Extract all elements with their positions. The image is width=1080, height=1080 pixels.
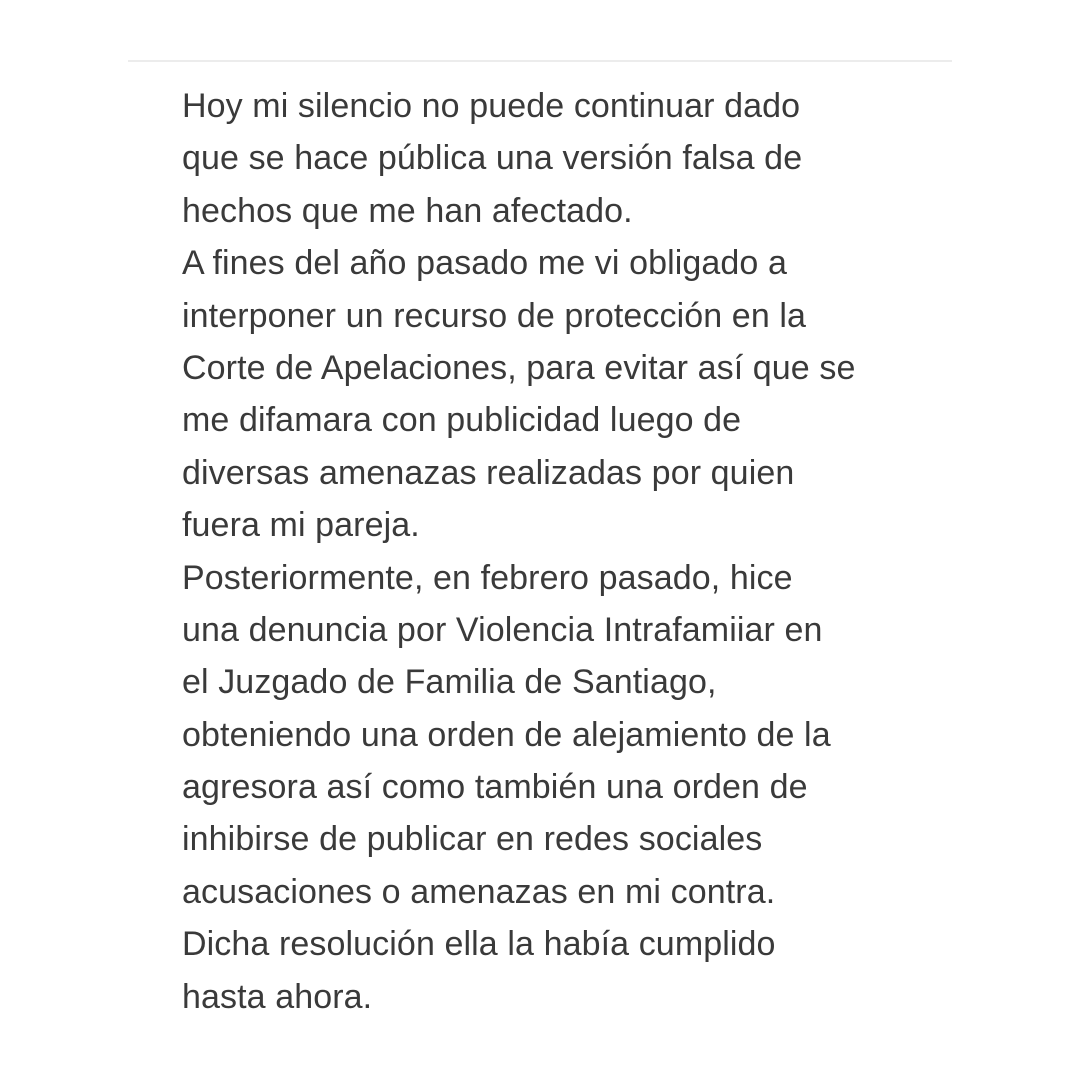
note-line: diversas amenazas realizadas por quien bbox=[182, 453, 795, 492]
note-line: Dicha resolución ella la había cumplido bbox=[182, 925, 776, 964]
note-line: el Juzgado de Familia de Santiago, bbox=[182, 663, 717, 702]
note-line: hechos que me han afectado. bbox=[182, 191, 633, 230]
note-line: inhibirse de publicar en redes sociales bbox=[182, 820, 763, 859]
note-line: obteniendo una orden de alejamiento de la bbox=[182, 715, 831, 754]
note-line: acusaciones o amenazas en mi contra. bbox=[182, 872, 776, 911]
note-body bbox=[182, 80, 972, 1023]
note-line: Hoy mi silencio no puede continuar dado bbox=[182, 87, 801, 125]
note-line: hasta ahora. bbox=[182, 977, 373, 1016]
note-line: A fines del año pasado me vi obligado a bbox=[182, 244, 787, 283]
note-line: fuera mi pareja. bbox=[182, 506, 420, 545]
note-line: que se hace pública una versión falsa de bbox=[182, 139, 803, 178]
top-divider bbox=[128, 60, 952, 62]
note-line: Corte de Apelaciones, para evitar así que se bbox=[182, 348, 856, 387]
note-line: Posteriormente, en febrero pasado, hice bbox=[182, 558, 793, 597]
note-line: una denuncia por Violencia Intrafamiiar en bbox=[182, 610, 823, 649]
note-line: agresora así como también una orden de bbox=[182, 768, 808, 807]
note-line: me difamara con publicidad luego de bbox=[182, 401, 742, 440]
note-line: interponer un recurso de protección en la bbox=[182, 296, 807, 335]
